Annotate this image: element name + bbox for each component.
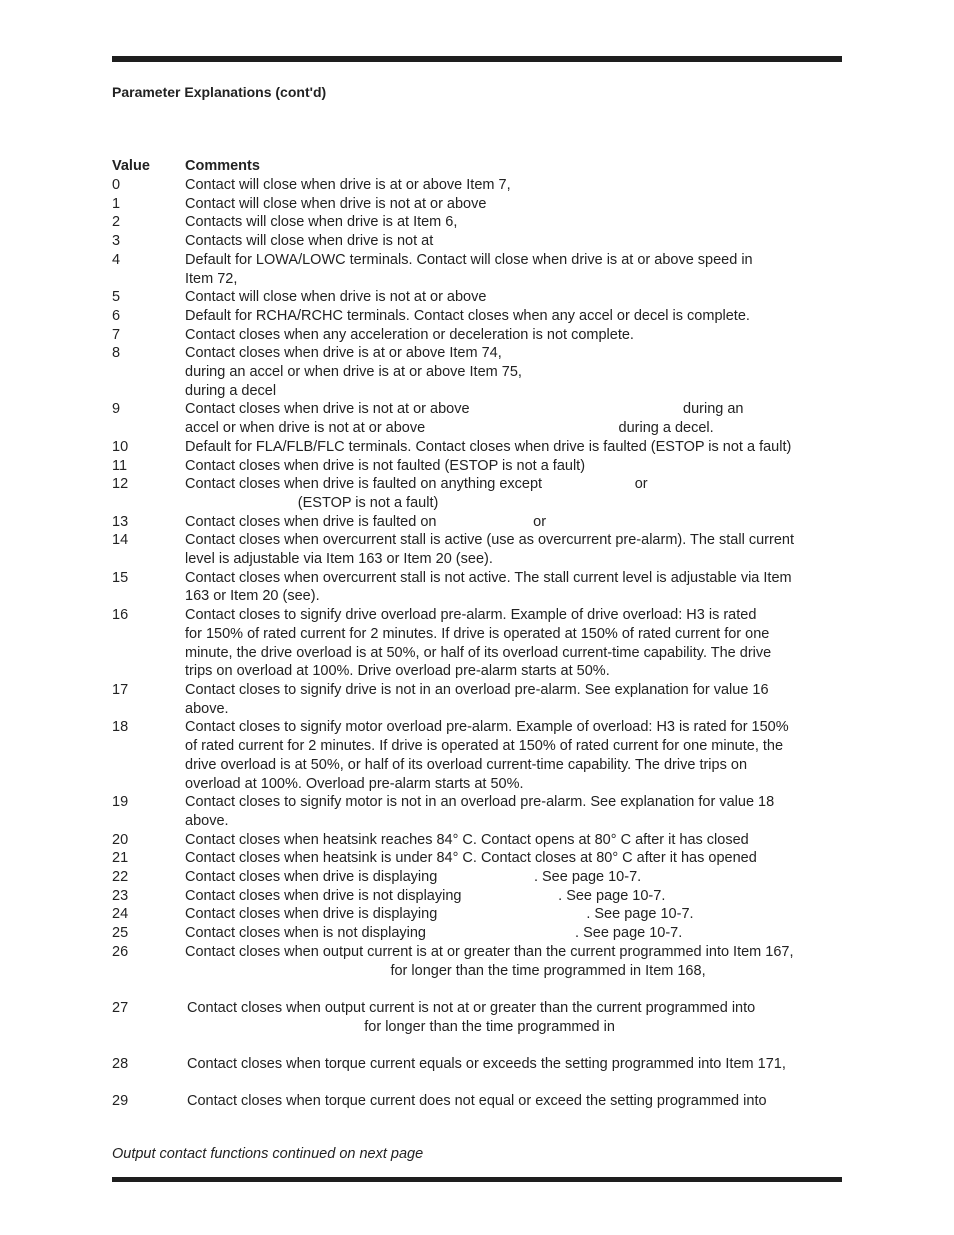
table-row (112, 344, 842, 400)
row-comment-line: Contact closes when is not displaying . See page 10-7. (185, 925, 683, 942)
bottom-rule (112, 1177, 842, 1182)
parameter-table (112, 157, 842, 1111)
table-row (112, 606, 842, 681)
row-value: 9 (112, 401, 121, 418)
table-row (112, 905, 842, 924)
table-row (112, 457, 842, 476)
row-comment-line: Contact will close when drive is not at or above (185, 289, 487, 306)
table-row (112, 887, 842, 906)
continued-note: Output contact functions continued on next page (112, 1146, 424, 1162)
comments-column-header: Comments (185, 158, 260, 174)
row-comment-line: Contact closes when overcurrent stall is not active. The stall current level is adjustable via Item (185, 569, 792, 586)
row-value: 28 (112, 1056, 129, 1073)
top-rule (112, 56, 842, 62)
table-row (112, 531, 842, 568)
row-comment-line: for longer than the time programmed in Item 168, (185, 962, 706, 979)
row-comment-line: trips on overload at 100%. Drive overload pre-alarm starts at 50%. (185, 663, 610, 680)
row-comment-line: level is adjustable via Item 163 or Item 20 (see). (185, 551, 493, 568)
row-value: 10 (112, 438, 129, 455)
row-comment-line: Contact closes when drive is displaying . See page 10-7. (185, 869, 642, 886)
table-row (112, 288, 842, 307)
row-value: 11 (112, 457, 128, 474)
table-row (112, 999, 842, 1036)
table-body (112, 176, 842, 1111)
row-value: 21 (112, 850, 129, 867)
row-value: 13 (112, 513, 129, 530)
row-value: 6 (112, 307, 121, 324)
row-value: 29 (112, 1093, 129, 1110)
row-value: 0 (112, 177, 121, 193)
row-value: 19 (112, 794, 129, 811)
row-value: 12 (112, 476, 129, 493)
row-comment-line: Contact closes when drive is not displaying . See page 10-7. (185, 887, 666, 904)
row-comment-line: during an accel or when drive is at or above Item 75, (185, 364, 522, 381)
row-comment-line: overload at 100%. Overload pre-alarm starts at 50%. (185, 775, 524, 792)
table-row (112, 1055, 842, 1074)
table-row (112, 569, 842, 606)
row-comment-line: for longer than the time programmed in (187, 1018, 615, 1035)
row-value: 8 (112, 345, 121, 362)
row-comment-line: Contact closes when drive is displaying . See page 10-7. (185, 906, 694, 923)
table-row (112, 718, 842, 793)
row-value: 4 (112, 251, 121, 268)
row-comment-line: Contact closes when any acceleration or deceleration is not complete. (185, 326, 634, 343)
row-comment-line: above. (185, 812, 229, 829)
row-comment-line: of rated current for 2 minutes. If drive is operated at 150% of rated current for one minute, the (185, 738, 784, 755)
row-value: 14 (112, 532, 129, 549)
row-value: 24 (112, 906, 129, 923)
row-value: 7 (112, 326, 121, 343)
row-value: 15 (112, 569, 129, 586)
table-row (112, 232, 842, 251)
row-comment-line: 163 or Item 20 (see). (185, 588, 320, 605)
row-comment-line: Contact closes when drive is not faulted (ESTOP is not a fault) (185, 457, 586, 474)
row-value: 2 (112, 214, 121, 231)
row-comment-line: Contact will close when drive is not at or above (185, 195, 487, 212)
table-row (112, 849, 842, 868)
table-row (112, 868, 842, 887)
table-row (112, 400, 842, 437)
row-comment-line: Contact closes when torque current does not equal or exceed the setting programmed into (187, 1093, 767, 1110)
row-value: 16 (112, 607, 129, 624)
row-comment-line: during a decel (185, 382, 277, 399)
row-comment-line: Contact closes when heatsink is under 84° C. Contact closes at 80° C after it has opened (185, 850, 757, 867)
row-comment-line: drive overload is at 50%, or half of its overload current-time capability. The drive trips on (185, 756, 748, 773)
row-comment-line: Contacts will close when drive is not at (185, 233, 434, 250)
row-comment-line: Contact closes to signify motor overload pre-alarm. Example of overload: H3 is rated for 150% (185, 719, 789, 736)
row-value: 1 (112, 195, 121, 212)
table-row (112, 195, 842, 214)
table-row (112, 793, 842, 830)
page-title: Parameter Explanations (cont'd) (112, 84, 327, 100)
table-row (112, 831, 842, 850)
table-row (112, 251, 842, 288)
row-value: 22 (112, 869, 129, 886)
table-row (112, 1092, 842, 1111)
row-value: 5 (112, 289, 121, 306)
row-comment-line: Default for RCHA/RCHC terminals. Contact closes when any accel or decel is complete. (185, 307, 750, 324)
row-comment-line: Contact closes to signify motor is not in an overload pre-alarm. See explanation for value 18 (185, 794, 775, 811)
row-comment-line: Contact closes to signify drive is not in an overload pre-alarm. See explanation for value 16 (185, 681, 769, 698)
row-value: 25 (112, 925, 129, 942)
row-comment-line: Contact closes to signify drive overload pre-alarm. Example of drive overload: H3 is rated (185, 607, 757, 624)
row-comment-line: Contact closes when drive is faulted on anything except or (185, 476, 648, 493)
row-value: 18 (112, 719, 129, 736)
table-row (112, 213, 842, 232)
row-comment-line: accel or when drive is not at or above during a decel. (185, 420, 714, 437)
table-header (112, 157, 842, 176)
row-comment-line: Contact closes when overcurrent stall is active (use as overcurrent pre-alarm). The stall current (185, 532, 794, 549)
table-row (112, 475, 842, 512)
table-row (112, 924, 842, 943)
table-row (112, 326, 842, 345)
row-comment-line: above. (185, 700, 229, 717)
row-comment-line: Contact closes when drive is at or above Item 74, (185, 345, 502, 362)
row-value: 26 (112, 943, 129, 960)
row-comment-line: Contact closes when output current is at or greater than the current programmed into Item 167, (185, 943, 794, 960)
row-comment-line: Contacts will close when drive is at Item 6, (185, 214, 458, 231)
row-comment-line: Contact will close when drive is at or above Item 7, (185, 177, 511, 193)
value-column-header: Value (112, 158, 150, 174)
row-comment-line: Contact closes when output current is not at or greater than the current programmed into (187, 999, 756, 1016)
table-row (112, 513, 842, 532)
table-row (112, 307, 842, 326)
table-row (112, 943, 842, 980)
row-comment-line: Item 72, (185, 270, 238, 287)
row-comment-line: Contact closes when torque current equals or exceeds the setting programmed into Item 171, (187, 1056, 786, 1073)
table-row (112, 681, 842, 718)
row-value: 27 (112, 999, 129, 1016)
row-value: 3 (112, 233, 121, 250)
row-comment-line: Default for LOWA/LOWC terminals. Contact will close when drive is at or above speed in (185, 251, 753, 268)
row-comment-line: Contact closes when drive is faulted on or (185, 513, 547, 530)
table-row (112, 438, 842, 457)
row-comment-line: for 150% of rated current for 2 minutes. If drive is operated at 150% of rated current for one (185, 625, 770, 642)
row-comment-line: Contact closes when heatsink reaches 84° C. Contact opens at 80° C after it has closed (185, 831, 749, 848)
row-value: 17 (112, 681, 129, 698)
row-comment-line: Contact closes when drive is not at or above during an (185, 401, 744, 418)
row-comment-line: minute, the drive overload is at 50%, or half of its overload current-time capability. The drive (185, 644, 772, 661)
row-comment-line: (ESTOP is not a fault) (185, 494, 439, 511)
row-value: 23 (112, 887, 129, 904)
table-row (112, 176, 842, 195)
row-comment-line: Default for FLA/FLB/FLC terminals. Contact closes when drive is faulted (ESTOP is not a fault) (185, 438, 792, 455)
row-value: 20 (112, 831, 129, 848)
